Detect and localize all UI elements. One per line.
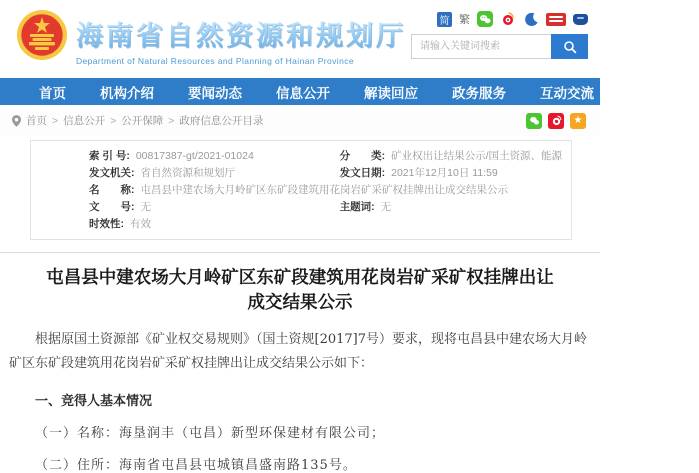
meta-name-label: 名 称: (89, 184, 135, 196)
meta-row (89, 216, 571, 233)
main-nav (0, 78, 682, 105)
meta-validity-label: 时效性: (89, 218, 124, 230)
breadcrumb-home[interactable]: 首页 (26, 115, 47, 127)
breadcrumb-bar (0, 105, 600, 136)
meta-docno-value: 无 (140, 201, 151, 213)
nav-item-services[interactable]: 政务服务 (452, 85, 506, 101)
traditional-chinese-toggle[interactable]: 繁 (459, 14, 470, 26)
site-title: 海南省自然资源和规划厅 (76, 14, 406, 53)
meta-category-value: 矿业权出让结果公示/国土资源、能源 (391, 150, 563, 162)
site-search (411, 34, 588, 59)
red-app-badge-icon[interactable] (546, 13, 566, 26)
search-icon (563, 40, 577, 54)
top-utility-links (437, 11, 588, 27)
meta-date-label: 发文日期: (339, 167, 386, 179)
national-emblem-logo (16, 7, 68, 63)
favorite-star-icon[interactable]: ★ (570, 113, 586, 129)
nav-item-interpretation[interactable]: 解读回应 (364, 85, 418, 101)
nav-item-interaction[interactable]: 互动交流 (540, 85, 594, 101)
breadcrumb-info-disclosure[interactable]: 信息公开 (63, 115, 106, 127)
breadcrumb-gov-info-catalog[interactable]: 政府信息公开目录 (179, 115, 264, 127)
meta-name-value: 屯昌县中建农场大月岭矿区东矿段建筑用花岗岩矿采矿权挂牌出让成交结果公示 (140, 184, 508, 196)
search-button[interactable] (551, 34, 588, 59)
nav-item-info-disclosure[interactable]: 信息公开 (276, 85, 330, 101)
article-item-name: （一）名称：海垦润丰（屯昌）新型环保建材有限公司； (35, 426, 386, 442)
article-body (0, 266, 600, 473)
meta-issuer-label: 发文机关: (89, 167, 135, 179)
breadcrumb-separator: > (52, 114, 59, 127)
site-header (0, 0, 600, 78)
location-pin-icon (12, 115, 21, 127)
meta-issuer-value: 省自然资源和规划厅 (140, 167, 235, 179)
section-divider (0, 252, 600, 253)
breadcrumb-separator: > (168, 114, 175, 127)
meta-validity-value: 有效 (130, 218, 151, 230)
brand-block (76, 14, 406, 66)
article-section-heading: 一、竞得人基本情况 (35, 394, 153, 410)
weibo-share-icon[interactable] (548, 113, 564, 129)
meta-index-value: 00817387-gt/2021-01024 (135, 150, 254, 162)
breadcrumb-separator: > (110, 114, 117, 127)
meta-row (89, 182, 571, 199)
meta-row (89, 148, 571, 165)
simplified-chinese-toggle[interactable]: 简 (437, 12, 452, 27)
meta-docno-label: 文 号: (89, 201, 135, 213)
meta-row (89, 165, 571, 182)
wechat-icon[interactable] (477, 11, 493, 27)
client-app-icon[interactable] (573, 14, 588, 25)
nav-item-about[interactable]: 机构介绍 (100, 85, 154, 101)
nav-item-open-data[interactable]: 数据开放 (628, 85, 682, 101)
search-input[interactable] (411, 34, 551, 59)
nav-item-news[interactable]: 要闻动态 (188, 85, 242, 101)
elder-mode-moon-icon[interactable] (523, 11, 539, 27)
meta-category-label: 分 类: (339, 150, 386, 162)
meta-row (89, 199, 571, 216)
site-title-english: Department of Natural Resources and Planning of Hainan Province (76, 56, 354, 66)
breadcrumb (12, 113, 263, 128)
share-icons (526, 113, 586, 129)
weibo-icon[interactable] (500, 11, 516, 27)
meta-index-label: 索 引 号: (89, 150, 130, 162)
article-item-address: （二）住所：海南省屯昌县屯城镇昌盛南路135号。 (35, 458, 357, 473)
wechat-share-icon[interactable] (526, 113, 542, 129)
meta-date-value: 2021年12月10日 11:59 (391, 167, 498, 179)
breadcrumb-disclosure-guarantee[interactable]: 公开保障 (121, 115, 164, 127)
meta-subject-value: 无 (380, 201, 392, 213)
meta-subject-label: 主题词: (339, 201, 375, 213)
article-paragraph: 根据原国土资源部《矿业权交易规则》（国土资规[2017]7号）要求，现将屯昌县中建农场大月岭矿区东矿段建筑用花岗岩矿采矿权挂牌出让成交结果公示如下： (9, 331, 587, 372)
document-meta-table (30, 140, 572, 240)
nav-item-home[interactable]: 首页 (39, 85, 66, 101)
article-title: 屯昌县中建农场大月岭矿区东矿段建筑用花岗岩矿采矿权挂牌出让成交结果公示 (46, 268, 554, 314)
